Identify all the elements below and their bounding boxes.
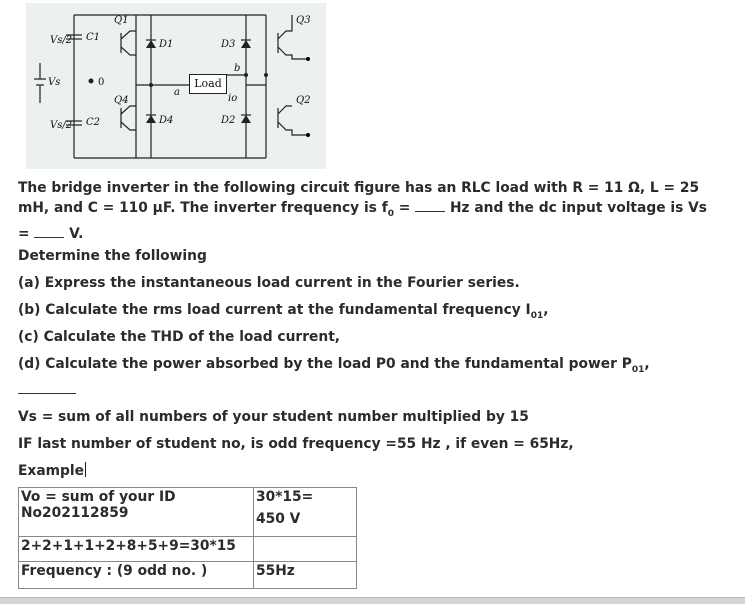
vs-rule: Vs = sum of all numbers of your student number multiplied by 15 bbox=[18, 409, 529, 425]
label-q4: Q4 bbox=[114, 95, 129, 106]
table-cell bbox=[254, 537, 357, 562]
cell-text: No202112859 bbox=[21, 505, 129, 521]
label-zero: 0 bbox=[98, 77, 105, 88]
label-c2: C2 bbox=[86, 117, 101, 128]
cell-text: 450 V bbox=[256, 511, 301, 527]
label-q3: Q3 bbox=[296, 15, 311, 26]
part-b bbox=[18, 300, 733, 326]
label-io: io bbox=[228, 93, 238, 104]
table-cell bbox=[254, 488, 357, 537]
text-cursor bbox=[85, 462, 86, 477]
example-label[interactable] bbox=[18, 461, 733, 481]
label-node-b: b bbox=[234, 63, 241, 74]
intro-line-1: The bridge inverter in the following circuit figure has an RLC load with R = 11 Ω, L = 25 bbox=[18, 180, 700, 196]
intro-line-3b: V. bbox=[64, 225, 84, 242]
part-c: (c) Calculate the THD of the load current, bbox=[18, 329, 341, 345]
intro-line-2a: mH, and C = 110 μF. The inverter frequency is f bbox=[18, 200, 388, 216]
part-d-text: (d) Calculate the power absorbed by the load P0 and the fundamental power P bbox=[18, 356, 632, 372]
part-b-text: (b) Calculate the rms load current at the fundamental frequency I bbox=[18, 302, 531, 318]
label-q2: Q2 bbox=[296, 95, 311, 106]
load-box: Load bbox=[189, 74, 227, 94]
intro-line-3a: = bbox=[18, 225, 35, 242]
voltage-blank bbox=[34, 225, 64, 238]
label-vs: Vs bbox=[48, 77, 61, 88]
table-cell bbox=[19, 488, 254, 537]
label-vs-half-top: Vs/2 bbox=[50, 35, 73, 46]
part-d bbox=[18, 354, 733, 380]
label-c1: C1 bbox=[86, 32, 101, 43]
determine-heading: Determine the following bbox=[18, 248, 207, 264]
table-cell: Frequency : (9 odd no. ) bbox=[19, 562, 254, 589]
label-node-a: a bbox=[174, 87, 180, 98]
example-table bbox=[18, 487, 357, 589]
table-row bbox=[19, 562, 357, 589]
table-cell: 2+2+1+1+2+8+5+9=30*15 bbox=[19, 537, 254, 562]
example-text: Example bbox=[18, 463, 84, 479]
intro-line-2 bbox=[18, 198, 733, 224]
intro-line-2b: = bbox=[393, 200, 416, 216]
frequency-rule: IF last number of student no, is odd frequency =55 Hz , if even = 65Hz, bbox=[18, 436, 574, 452]
cell-text: 30*15= bbox=[256, 489, 314, 505]
question-intro bbox=[18, 178, 733, 244]
label-d4: D4 bbox=[159, 115, 174, 126]
label-d3: D3 bbox=[221, 39, 236, 50]
table-row bbox=[19, 488, 357, 537]
intro-line-3 bbox=[18, 224, 733, 244]
table-cell: 55Hz bbox=[254, 562, 357, 589]
separator-rule bbox=[18, 393, 76, 394]
label-d2: D2 bbox=[221, 115, 236, 126]
part-d-subscript: 01 bbox=[631, 364, 645, 375]
circuit-figure bbox=[26, 3, 326, 169]
part-a: (a) Express the instantaneous load current in the Fourier series. bbox=[18, 275, 520, 291]
label-d1: D1 bbox=[159, 39, 174, 50]
part-d-end: , bbox=[644, 356, 650, 372]
intro-line-2c: Hz and the dc input voltage is Vs bbox=[445, 200, 707, 216]
label-q1: Q1 bbox=[114, 15, 129, 26]
cell-text: Vo = sum of your ID bbox=[21, 489, 176, 505]
f0-subscript: 0 bbox=[387, 208, 394, 219]
part-b-subscript: 01 bbox=[530, 310, 544, 321]
table-row bbox=[19, 537, 357, 562]
frequency-blank bbox=[415, 199, 445, 212]
circuit-diagram bbox=[26, 3, 326, 169]
label-vs-half-bottom: Vs/2 bbox=[50, 120, 73, 131]
part-b-end: , bbox=[543, 302, 549, 318]
